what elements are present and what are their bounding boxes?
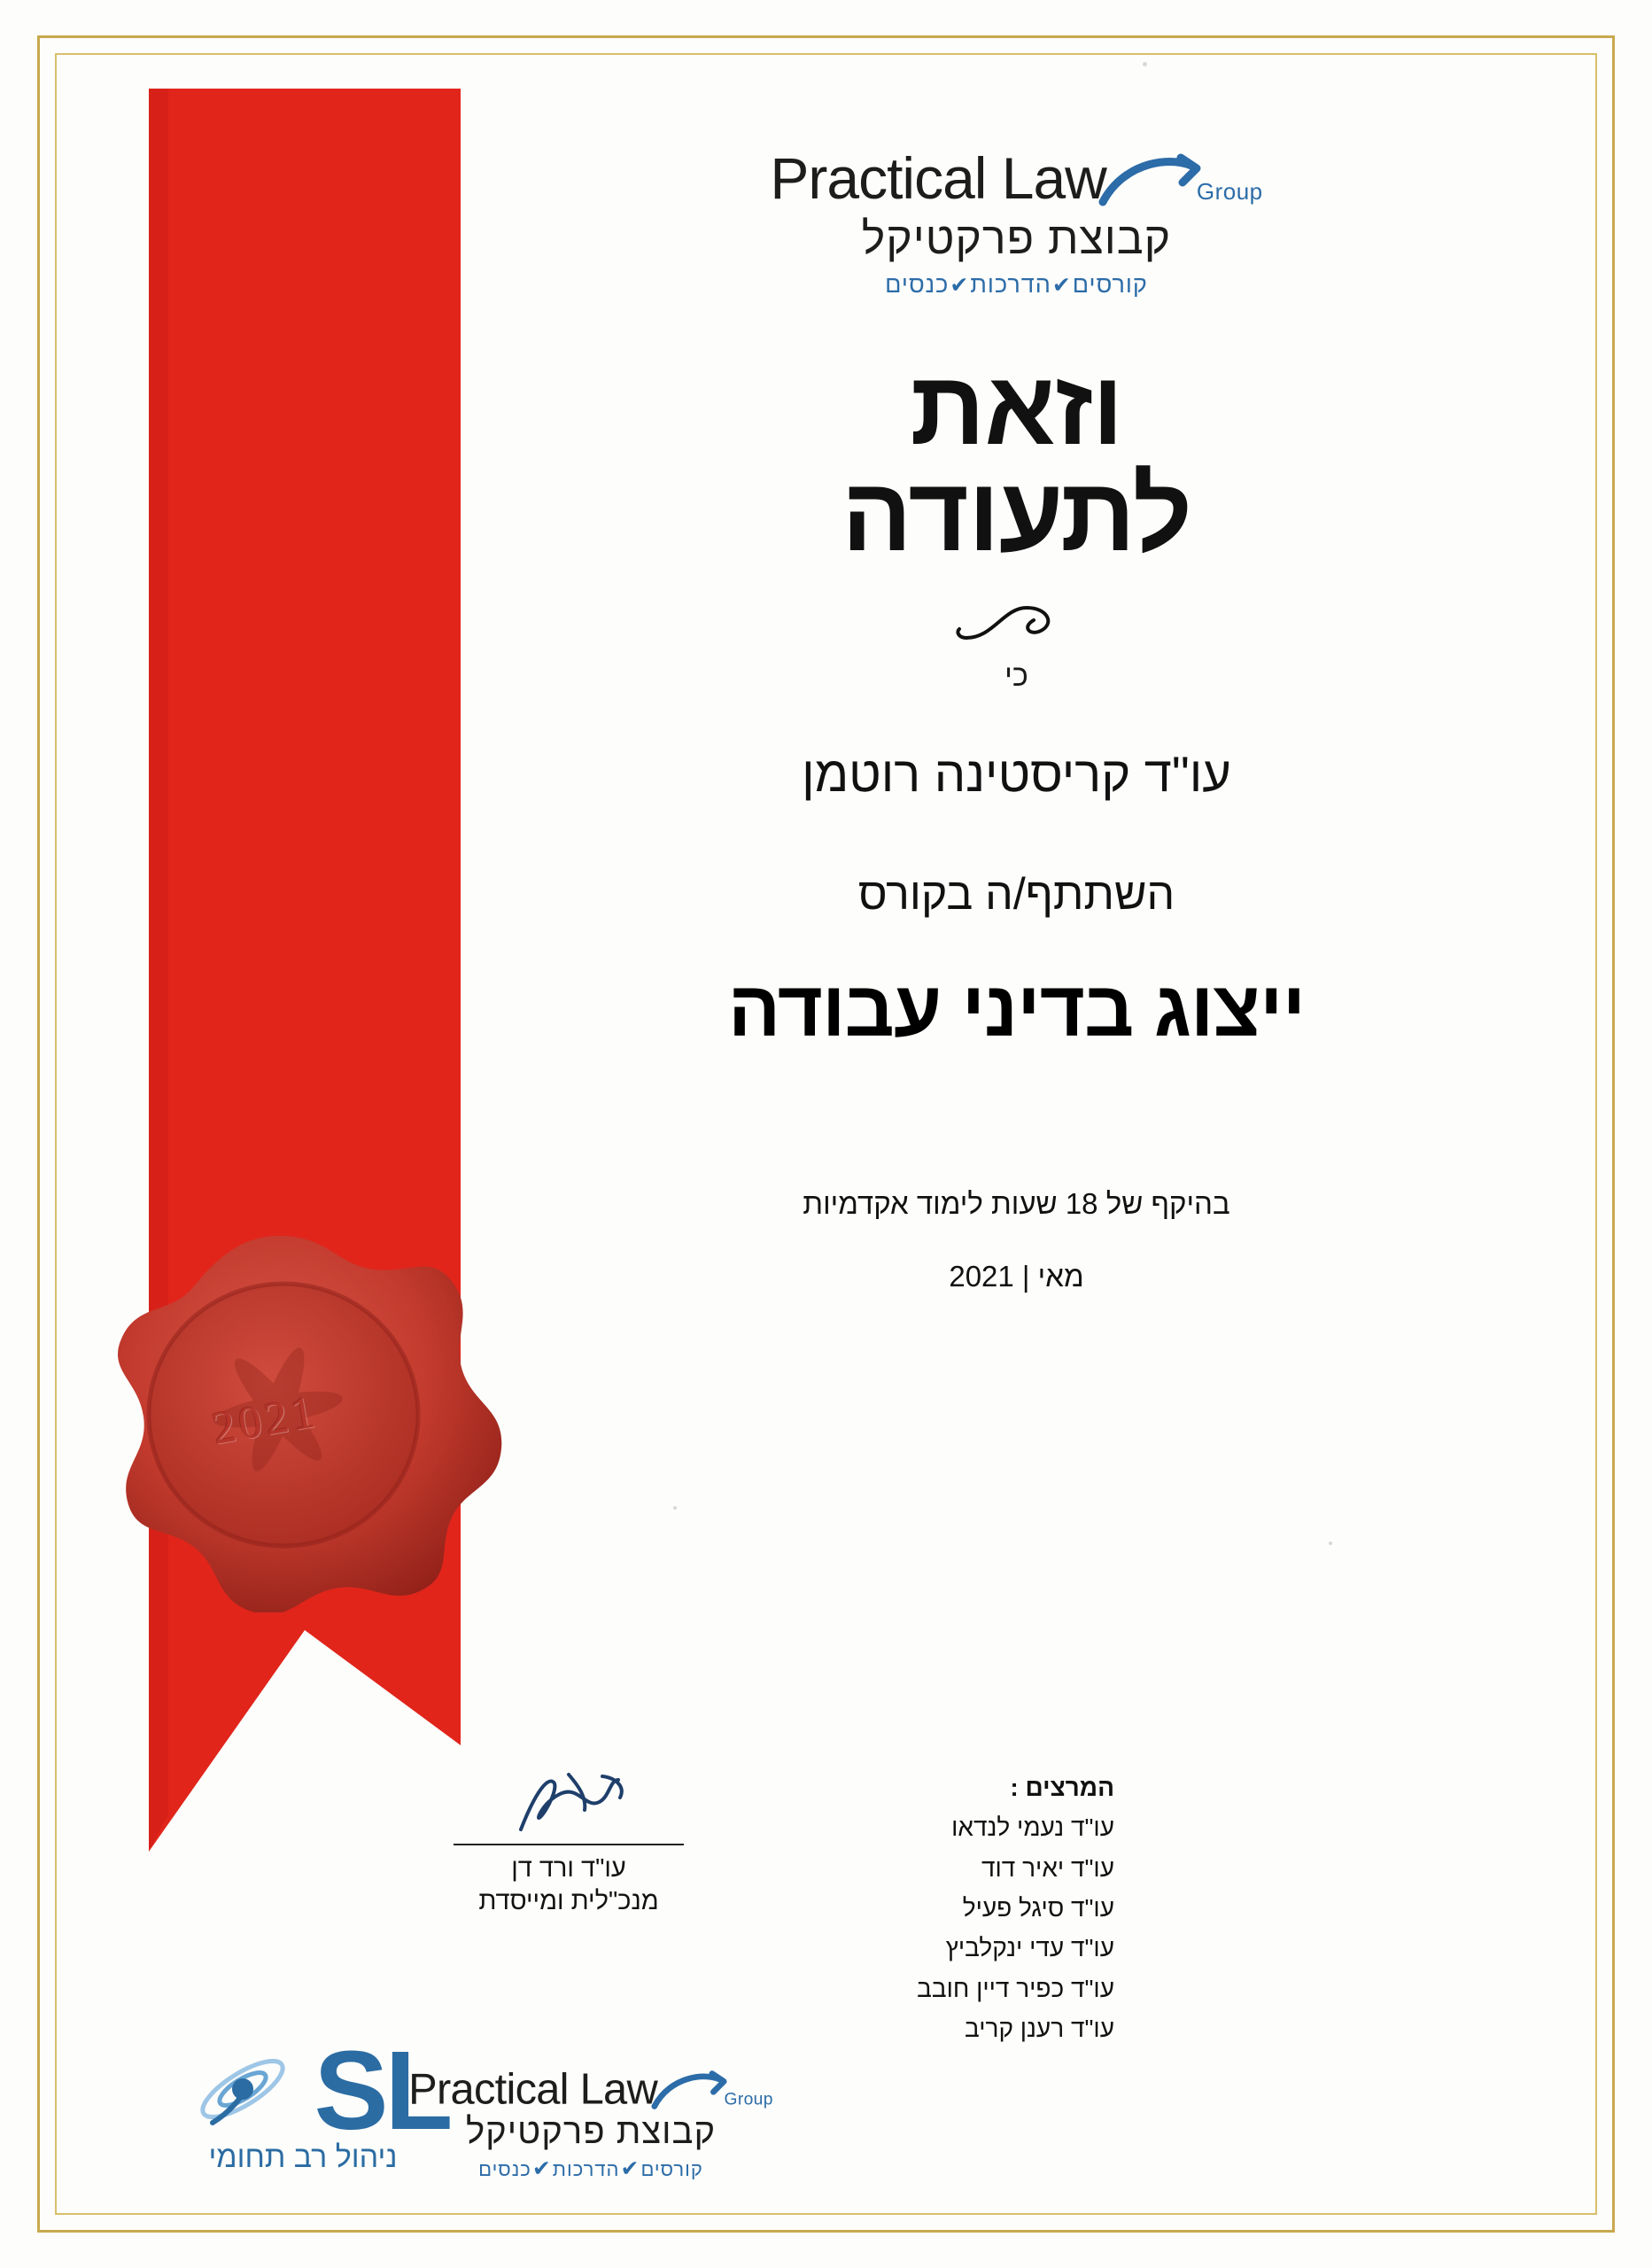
brand-tagline-right: קורסים bbox=[1072, 271, 1148, 298]
certificate-headline bbox=[461, 350, 1572, 574]
course-scope: בהיקף של 18 שעות לימוד אקדמיות bbox=[803, 1186, 1230, 1220]
wax-seal-graphic bbox=[55, 1231, 516, 1612]
recipient-name: עו"ד קריסטינה רוטמן bbox=[802, 745, 1231, 802]
scan-speck bbox=[1329, 1542, 1332, 1545]
scan-speck bbox=[1143, 62, 1147, 66]
list-item: עו"ד כפיר דיין חובב bbox=[917, 1974, 1114, 2002]
scan-speck bbox=[673, 1506, 677, 1510]
brand-group-word-bottom: Group bbox=[724, 2088, 773, 2109]
signature-line bbox=[454, 1844, 684, 1845]
list-item: עו"ד עדי ינקלביץ bbox=[945, 1934, 1114, 1962]
list-item: עו"ד סיגל פעיל bbox=[962, 1894, 1114, 1922]
seal-year-text: 2021 bbox=[208, 1386, 322, 1455]
practical-law-logo-top bbox=[663, 145, 1371, 299]
course-date: מאי | 2021 bbox=[949, 1259, 1084, 1293]
brand-tagline bbox=[663, 271, 1371, 299]
course-title: ייצוג בדיני עבודה bbox=[727, 964, 1306, 1052]
swoosh-icon-bottom bbox=[651, 2067, 736, 2110]
participation-text: השתתף/ה בקורס bbox=[857, 868, 1175, 919]
lecturers-list bbox=[917, 1767, 1114, 2049]
sl-logo bbox=[73, 2028, 569, 2175]
certificate-body bbox=[461, 106, 1572, 1293]
sl-swirl-icon bbox=[191, 2038, 298, 2144]
headline-line-1: וזאת bbox=[910, 350, 1123, 467]
brand-latin-name: Practical Law bbox=[770, 145, 1106, 211]
check-icon-1: ✔ bbox=[1051, 273, 1072, 298]
swoosh-icon bbox=[1097, 149, 1213, 207]
brand-tagline-left: כנסים bbox=[885, 271, 950, 298]
sl-subtitle: ניהול רב תחומי bbox=[208, 2140, 398, 2174]
brand-latin-name-bottom: Practical Law bbox=[408, 2064, 658, 2113]
signatory-role: מנכ"לית ומייסדת bbox=[478, 1887, 659, 1915]
list-item: עו"ד רענן קריב bbox=[965, 2015, 1114, 2043]
brand-group-word: Group bbox=[1196, 178, 1263, 205]
ki-word: כי bbox=[1004, 658, 1028, 693]
check-icon-4: ✔ bbox=[531, 2156, 552, 2181]
brand-tagline-left-bottom: כנסים bbox=[478, 2158, 531, 2180]
brand-tagline-mid-bottom: הדרכות bbox=[552, 2158, 620, 2180]
brand-tagline-right-bottom: קורסים bbox=[640, 2158, 703, 2180]
check-icon-3: ✔ bbox=[620, 2156, 640, 2181]
brand-hebrew-name-bottom: קבוצת פרקטיקל bbox=[465, 2112, 717, 2151]
check-icon-2: ✔ bbox=[950, 273, 970, 298]
handwritten-signature-icon bbox=[365, 1767, 772, 1844]
lecturers-title: המרצים : bbox=[1010, 1774, 1114, 1801]
brand-tagline-mid: הדרכות bbox=[970, 271, 1051, 298]
flourish-ornament-icon bbox=[461, 599, 1572, 652]
brand-hebrew-name: קבוצת פרקטיקל bbox=[861, 214, 1172, 263]
list-item: עו"ד יאיר דוד bbox=[981, 1853, 1114, 1882]
sl-letters: SL bbox=[314, 2028, 450, 2154]
signature-block bbox=[365, 1767, 772, 1916]
list-item: עו"ד נעמי לנדאו bbox=[951, 1814, 1114, 1842]
signatory-name: עו"ד ורד דן bbox=[511, 1854, 626, 1883]
certificate-footer bbox=[55, 1767, 1597, 2181]
headline-line-2: לתעודה bbox=[842, 456, 1191, 574]
